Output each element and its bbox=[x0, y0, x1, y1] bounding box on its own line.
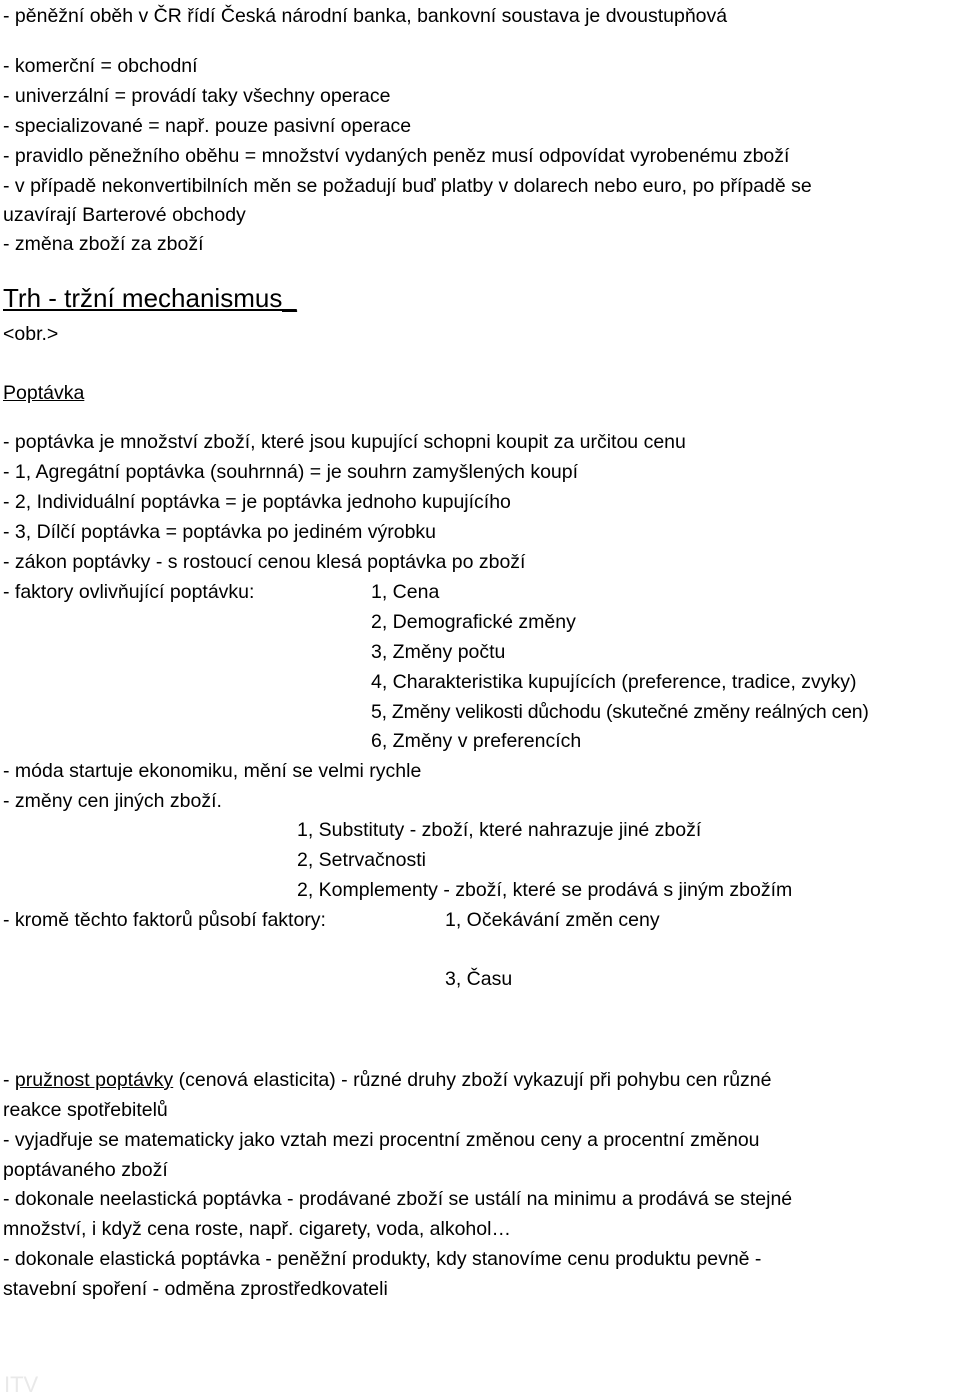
text-line: - 2, Individuální poptávka = je poptávka jednoho kupujícího bbox=[3, 491, 511, 513]
text-line: - univerzální = provádí taky všechny operace bbox=[3, 85, 391, 107]
text-line: - vyjadřuje se matematicky jako vztah mezi procentní změnou ceny a procentní změnou bbox=[3, 1129, 760, 1151]
text-line: reakce spotřebitelů bbox=[3, 1099, 168, 1121]
list-item: 3, Změny počtu bbox=[371, 641, 506, 663]
text-line: - zákon poptávky - s rostoucí cenou klesá poptávka po zboží bbox=[3, 551, 526, 573]
list-item: 1, Substituty - zboží, které nahrazuje jiné zboží bbox=[297, 819, 702, 841]
text-line: - poptávka je množství zboží, které jsou kupující schopni koupit za určitou cenu bbox=[3, 431, 686, 453]
text-line: - specializované = např. pouze pasivní operace bbox=[3, 115, 412, 137]
list-item: 1, Cena bbox=[371, 581, 440, 603]
text-line: - kromě těchto faktorů působí faktory: bbox=[3, 909, 326, 931]
section-heading: Trh - tržní mechanismus_ bbox=[3, 283, 297, 313]
subsection-heading: Poptávka bbox=[3, 382, 85, 404]
text-rest: (cenová elasticita) - různé druhy zboží vykazují při pohybu cen různé bbox=[173, 1069, 772, 1091]
list-item: 2, Demografické změny bbox=[371, 611, 576, 633]
text-line: - 3, Dílčí poptávka = poptávka po jediném výrobku bbox=[3, 521, 437, 543]
text-line: - pěněžní oběh v ČR řídí Česká národní banka, bankovní soustava je dvoustupňová bbox=[3, 5, 728, 27]
text-line: - dokonale neelastická poptávka - prodávané zboží se ustálí na minimu a prodává se stejné bbox=[3, 1188, 793, 1210]
list-item: 2, Komplementy - zboží, které se prodává s jiným zbožím bbox=[297, 879, 793, 901]
text-line: - v případě nekonvertibilních měn se požadují buď platby v dolarech nebo euro, po případě se bbox=[3, 175, 812, 197]
text-line bbox=[3, 1068, 771, 1092]
text-prefix: - bbox=[3, 1069, 15, 1091]
text-line: množství, i když cena roste, např. cigarety, voda, alkohol… bbox=[3, 1218, 511, 1240]
text-line: - faktory ovlivňující poptávku: bbox=[3, 581, 255, 603]
text-line: - móda startuje ekonomiku, mění se velmi rychle bbox=[3, 760, 422, 782]
text-line: - 1, Agregátní poptávka (souhrnná) = je souhrn zamyšlených koupí bbox=[3, 461, 579, 483]
text-line: - dokonale elastická poptávka - peněžní produkty, kdy stanovíme cenu produktu pevně - bbox=[3, 1248, 762, 1270]
list-item: 6, Změny v preferencích bbox=[371, 730, 582, 752]
list-item: 2, Setrvačnosti bbox=[297, 849, 426, 871]
text-line: - komerční = obchodní bbox=[3, 55, 198, 77]
text-line: - změna zboží za zboží bbox=[3, 233, 204, 255]
text-line: - pravidlo pěnežního oběhu = množství vydaných peněz musí odpovídat vyrobenému zboží bbox=[3, 145, 790, 167]
text-line: stavební spoření - odměna zprostředkovateli bbox=[3, 1278, 388, 1300]
list-item: 3, Času bbox=[445, 968, 513, 990]
text-line: uzavírají Barterové obchody bbox=[3, 204, 246, 226]
image-placeholder: <obr.> bbox=[3, 323, 59, 345]
elasticity-link[interactable]: pružnost poptávky bbox=[14, 1069, 174, 1091]
text-line: poptávaného zboží bbox=[3, 1159, 168, 1181]
watermark: ITV bbox=[4, 1372, 39, 1397]
list-item: 5, Změny velikosti důchodu (skutečné změny reálných cen) bbox=[371, 701, 869, 723]
list-item: 1, Očekávání změn ceny bbox=[445, 909, 660, 931]
list-item: 4, Charakteristika kupujících (preference, tradice, zvyky) bbox=[371, 671, 857, 693]
text-line: - změny cen jiných zboží. bbox=[3, 790, 222, 812]
